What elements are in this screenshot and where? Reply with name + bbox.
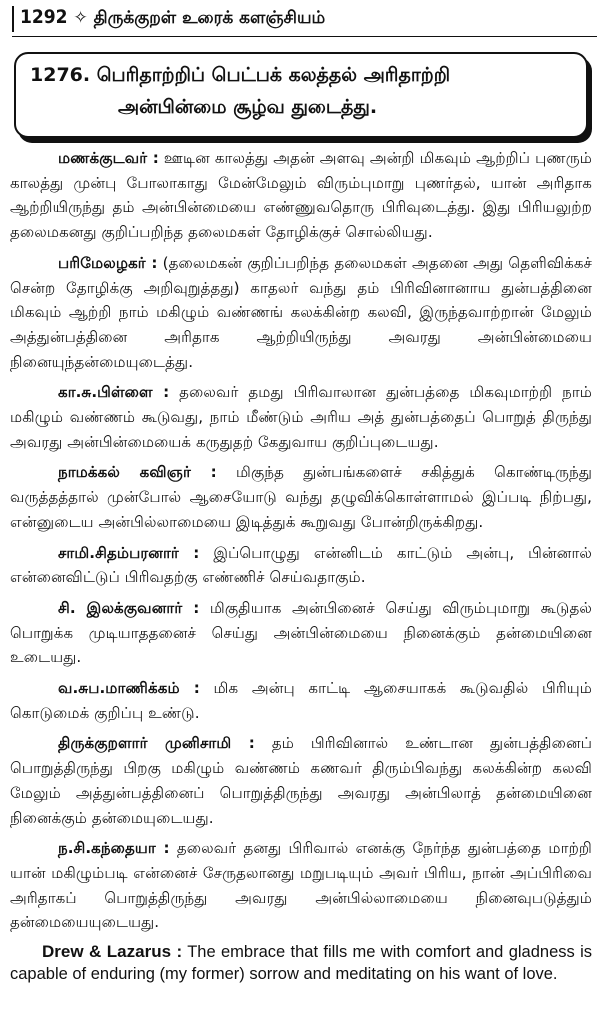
verse-line-1 <box>30 64 450 89</box>
translation-text: The embrace that fills me with comfort and gladness is capable of enduring (my former) sorrow and meditating on his want of love. <box>10 943 592 984</box>
commentary-text: ஊடின காலத்து அதன் அளவு அன்றி மிகவும் ஆற்றிப் புணரும் காலத்து முன்பு போலாகாது மேன்மேலும் விரும்புமாறு புணர்தல், யான் அரிதாக ஆற்றியிருந்து தம் அன்பின்மையை எண்ணுவதொரு பிரிவுடைத்து. இது பிரியலுற்ற தலைமகனது குறிப்பறிந்த தலைமகள் தோழிக்குச் சொல்லியது. <box>10 149 592 242</box>
commentator-name: கா.சு.பிள்ளை : <box>58 383 170 402</box>
commentary-paragraph <box>10 596 592 670</box>
page-number: 1292 <box>20 6 68 28</box>
running-head <box>20 6 325 30</box>
page-header <box>0 0 600 42</box>
kural-verse-box <box>14 52 588 138</box>
commentator-name: மணக்குடவர் : <box>58 149 159 167</box>
commentary-paragraph <box>10 146 592 245</box>
commentary-paragraph <box>10 251 592 375</box>
commentary-text: தலைவர் தமது பிரிவாலான துன்பத்தை மிகவுமாற்றி நாம் மகிழும் வண்ணம் கூடுவது, நாம் மீண்டும் அரிய அத் துன்பத்தைப் பொறுத் திருந்து அவரது அன்பின்மையைக் கருதுதற் கேதுவாய குறிப்புடையது. <box>10 383 592 451</box>
commentary-text: மிகுதியாக அன்பினைச் செய்து விரும்புமாறு கூடுதல் பொறுக்க முடியாததனைச் செய்து அன்பின்மையை நினைக்கும் தன்மையினை உடையது. <box>10 598 592 667</box>
commentator-name: நாமக்கல் கவிஞர் : <box>58 463 217 482</box>
translator-name: Drew & Lazarus : <box>42 942 183 962</box>
diamond-icon: ✧ <box>73 8 88 28</box>
book-title: திருக்குறள் உரைக் களஞ்சியம் <box>93 8 326 28</box>
commentary-paragraph <box>10 380 592 454</box>
verse-line-2: அன்பின்மை சூழ்வ துடைத்து. <box>118 96 378 118</box>
commentator-name: திருக்குறளார் முனிசாமி : <box>58 734 255 753</box>
commentary-paragraph <box>10 731 592 830</box>
verse-line-1-text: பெரிதாற்றிப் பெட்பக் கலத்தல் அரிதாற்றி <box>96 64 451 86</box>
commentary-body <box>10 146 592 991</box>
commentary-paragraph <box>10 836 592 935</box>
commentary-text: தம் பிரிவினால் உண்டான துன்பத்தினைப் பொறுத்திருந்து பிறகு மகிழும் வண்ணம் கணவர் திரும்பிவந்து கலக்கின்ற கலவி மேலும் அத்துன்பத்தினைப் பொறுத்திருந்து அவரது அன்பிலாத் தன்மையினை நினைக்கும் தன்மையுடையது. <box>10 734 592 827</box>
commentary-paragraph <box>10 460 592 534</box>
commentary-text: மிக அன்பு காட்டி ஆசையாகக் கூடுவதில் பிரியும் கொடுமைக் குறிப்பு உண்டு. <box>10 679 592 722</box>
commentary-paragraph <box>10 676 592 725</box>
commentator-name: ந.சி.கந்தையா : <box>58 839 170 858</box>
header-rule <box>12 36 597 37</box>
header-left-rule <box>12 6 14 32</box>
english-translation <box>10 941 592 985</box>
commentator-name: சி. இலக்குவனார் : <box>58 598 200 617</box>
commentary-text: மிகுந்த துன்பங்களைச் சகித்துக் கொண்டிருந்து வருத்தத்தால் முன்போல் ஆசையோடு வந்து தழுவிக்கொள்ளாமல் இப்படி நிற்பது, என்னுடைய அன்பில்லாமையை இடித்துக் கூறுவது போன்றிருக்கிறது. <box>10 463 593 531</box>
commentary-paragraph <box>10 541 592 590</box>
commentator-name: வ.சுப.மாணிக்கம் : <box>58 679 200 698</box>
commentary-text: (தலைமகன் குறிப்பறிந்த தலைமகள் அதனை அது தெளிவிக்கச் சென்ற தோழிக்கு அறிவுறுத்தது) காதலர் வந்து தம் பிரிவினானாய துன்பத்தினை மிகவும் ஆற்றி நாம் மகிழும் வண்ணங் கலக்கின்ற கலவி, இருந்தவாற்றான் மேலும் அத்துன்பத்தினை அரிதாக ஆற்றியிருந்து அவரது அன்பின்மையை நினையுந்தன்மையுடைத்து. <box>10 253 593 371</box>
commentator-name: பரிமேலழகர் : <box>58 253 158 272</box>
verse-number: 1276. <box>30 64 91 86</box>
commentator-name: சாமி.சிதம்பரனார் : <box>58 543 200 562</box>
commentary-text: தலைவர் தனது பிரிவால் எனக்கு நேர்ந்த துன்பத்தை மாற்றி யான் மகிழும்படி என்னைச் சேருதலானது மறுபடியும் அவர் பிரிய, நான் அப்பிரிவை அரிதாகப் பொறுத்திருந்து அவரது அன்பில்லாமையை நினைவுபடுத்தும் தன்மையையுடையது. <box>10 839 592 932</box>
commentary-text: இப்பொழுது என்னிடம் காட்டும் அன்பு, பின்னால் என்னைவிட்டுப் பிரிவதற்கு எண்ணிச் செய்வதாகும். <box>10 543 592 587</box>
